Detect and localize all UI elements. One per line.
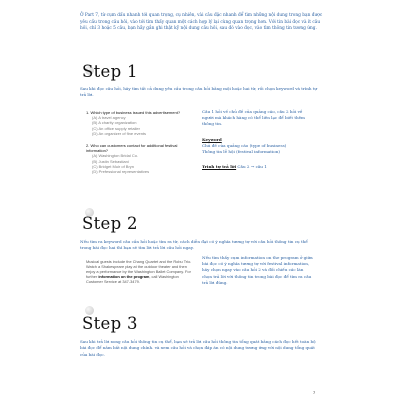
step2-passage-excerpt [86,259,192,284]
question-1-option: (D) An organizer of fine events [92,130,147,136]
keyword-label: Keyword [202,136,222,142]
step2-note: Nếu tìm thấy cụm information on the program ở giữa bài đọc có ý nghĩa tương tự với festival information, hãy chọn ngay vào câu hỏi 2 và đối chiếu các làn chọn trả lời với thông tin trong bài đọc để tìm ra câu trả lời đúng. [202,255,313,285]
question-2-option: (A) Washington Bridal Co. [92,153,139,159]
step3-description: Sau khi trả lời xong câu hỏi thông tin cụ thể, bạn sẽ trả lời câu hỏi thông tin tổng quát bằng cách đọc hết toàn bộ bài đọc để nắm bắt nội dung chính. và xem câu hỏi và chọn đáp án có nội dung tương ứng với nội dung tổng quát của bài đọc. [80,339,316,357]
keyword-line: Thông tin lễ hội (festival information) [202,149,280,155]
answer-order-label: Trình tự trả lời [202,164,237,170]
step2-description: Nếu tìm ra keyword câu cần hỏi hoặc tìm ra từ, cách diễn đạt có ý nghĩa tương tự với câu hỏi thông tin cụ thể trong bài đọc hai thì bạn sẽ tìm lời trả lời câu hỏi ngay. [80,239,308,251]
keyword-line: Chủ đề của quảng cáo (type of business) [202,142,287,148]
question-1: 1. Which type of business issued this advertisement? [86,110,181,115]
question-1-option: (A) A travel agency [92,115,126,121]
answer-order-value: Câu 2 → câu 1 [237,164,267,170]
step1-question-block [86,110,196,174]
question-2-option: (C) Bridget Muir of Bryn [92,163,135,169]
intro-paragraph: Ở Part 7, từ cụm dấu nhanh tới quan trọng, cụ nhiên, vài câu đặc nhanh để tìm những nội dung trong bạn được yêu cầu trong câu hỏi, vào tới tìm thấy quan một cách hợp lý lại cùng quan trọng hơn. Với tin bài đọc và ít câu hỏi, chỉ 3 hoặc 5 câu, bạn hãy gắn ghi thật kỹ nội dung câu hỏi, sau đó vào đọc, vào tìm thông tin tương ứng. [80,13,323,32]
step1-analysis [202,109,312,170]
passage-text: Musical guests include the Chang Quartet and the Robu Trio. Watch a Shakespeare play at the outdoor theater and then enjoy a performance by the Washington Ballet Company. For further [86,259,192,279]
answer-order [202,164,312,170]
question-2-option: (B) Justin Sebastiani [92,158,129,164]
step2-title: Step 2 [82,214,138,233]
step1-title: Step 1 [82,62,138,81]
step1-note: Câu 1 hỏi về chủ đề của quảng cáo, câu 2 hỏi về người mà khách hàng có thể liên lạc để biết thêm thông tin. [202,109,305,127]
step1-description: Sau khi đọc câu hỏi, hãy tìm tất cả dung yêu cầu trong câu hỏi bằng mội hoặc hai từ, rồi chọn keyword và trình tự trả lời. [80,86,318,98]
step3-title: Step 3 [82,314,138,333]
question-1-option: (B) A charity organization [92,120,137,126]
page-number: 7 [313,390,316,395]
question-1-option: (C) An office supply retailer [92,125,140,131]
passage-highlight: information on the program [98,274,150,279]
question-2-option: (D) Prefessional representatives [92,169,150,175]
question-2: 2. Who can customers contact for additional festival information? [86,143,178,154]
passage-text-tail: , call Washington Customer Service at 347-3479. [86,274,179,284]
